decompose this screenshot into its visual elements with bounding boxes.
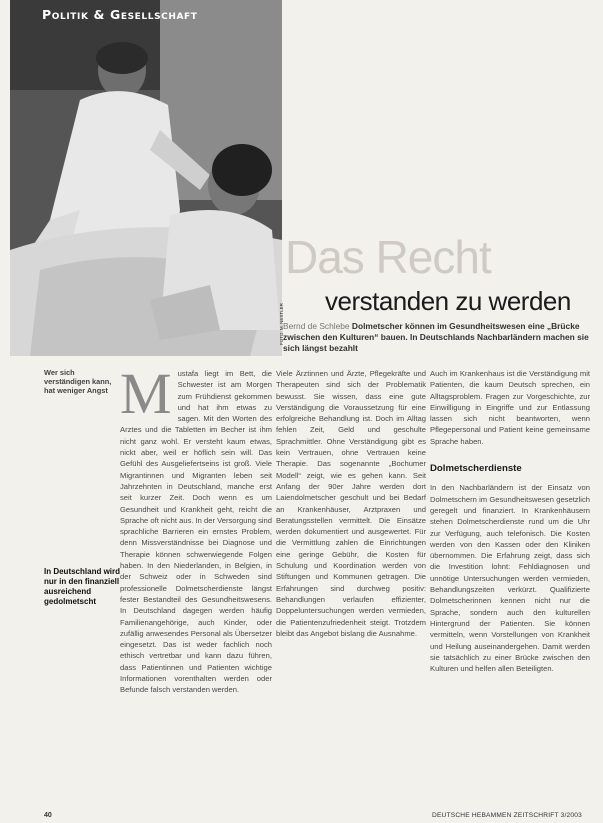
section-label: Politik & Gesellschaft	[42, 7, 198, 22]
text-column-2	[276, 368, 426, 812]
pull-quote: In Deutschland wird nur in den finanziell ausreichend gedolmetscht	[44, 567, 121, 606]
article-photo	[10, 0, 282, 356]
body-paragraph: Viele Ärztinnen und Ärzte, Pflegekräfte und Therapeuten sind sich der Problematik bewusst. Sie wissen, dass eine gute Verständigung die Voraussetzung für eine erfolgreiche Behandlung ist. Doch im Alltag fehlen Zeit, Geld und geschulte Sprachmittler. Ohne Verständigung gibt es kein Vertrauen, ohne Vertrauen keine Therapie. Das sogenannte „Bochumer Modell“ zeigt, wie es gehen kann. Seit Anfang der 90er Jahre werden dort Laiendolmetscher geschult und bei Bedarf an Krankenhäuser, Arztpraxen und Beratungsstellen vermittelt. Die Einsätze werden dokumentiert und ausgewertet. Für die Vermittlung zahlen die Einrichtungen eine geringe Gebühr, die Kosten für Schulung und Koordination werden von Stiftungen und Kommunen getragen. Die Erfahrungen sind durchweg positiv: Behandlungen verlaufen effizienter, Doppeluntersuchungen werden vermieden, die Patientenzufriedenheit steigt. Trotzdem bleibt das Angebot bislang die Ausnahme.	[276, 369, 426, 638]
journal-footer: DEUTSCHE HEBAMMEN ZEITSCHRIFT 3/2003	[432, 812, 582, 819]
article-title: Das Recht	[285, 231, 491, 283]
photo-illustration	[10, 0, 282, 356]
section-subhead: Dolmetscherdienste	[430, 463, 522, 475]
body-paragraph: Auch im Krankenhaus ist die Verständigung mit Patienten, die kaum Deutsch sprechen, ein Alltagsproblem. Fragen zur Vorgeschichte, zur Einwilligung in Eingriffe und zur Entlassung lassen sich nicht beantworten, wenn Pflegepersonal und Patient keine gemeinsame Sprache haben.	[430, 369, 590, 446]
photo-caption: Wer sich verständigen kann, hat weniger Angst	[44, 368, 112, 395]
text-column-1	[120, 361, 272, 812]
page-number: 40	[44, 812, 52, 819]
article-lead	[283, 321, 593, 353]
body-paragraph: In den Nachbarländern ist der Einsatz von Dolmetschern im Gesundheitswesen gesetzlich geregelt und finanziert. In Krankenhäusern stehen Dolmetscherdienste rund um die Uhr zur Verfügung, auch telefonisch. Die Kosten werden von den Kassen oder den Kliniken übernommen. Die Erfahrung zeigt, dass sich die Investition lohnt: Fehldiagnosen und unnötige Untersuchungen werden vermieden, Behandlungszeiten verkürzt. Qualifizierte Dolmetscherinnen kennen nicht nur die Sprache, sondern auch den kulturellen Hintergrund der Patienten. Sie können vermitteln, wenn Vorstellungen von Krankheit und Heilung auseinandergehen. Damit werden sie tatsächlich zu einer Brücke zwischen den Kulturen und helfen allen Beteiligten.	[430, 483, 590, 674]
byline: Bernd de Schlebe	[283, 321, 350, 331]
lead-text: Dolmetscher können im Gesundheitswesen eine „Brücke zwischen den Kulturen“ bauen. In Deutschlands Nachbarländern machen sie sich längst bezahlt	[283, 321, 589, 353]
body-paragraph: ustafa liegt im Bett, die Schwester ist am Morgen zum Frühdienst gekommen und hat ihm etwas zu sagen. Mit den Worten des Arztes und die Tabletten im Becher ist ihm nicht ganz wohl. Er versteht kaum etwas, nickt aber, weil er höflich sein will. Das Gefühl des Ausgeliefertseins ist groß. Viele Migrantinnen und Migranten leben seit Jahrzehnten in Deutschland, manche erst seit kurzer Zeit. Doch wenn es um Gesundheit und Krankheit geht, reicht die Sprache oft nicht aus. In der Versorgung sind sprachliche Barrieren ein ernstes Problem, denn Missverständnisse bei Diagnose und Therapie können schwerwiegende Folgen haben. In den Niederlanden, in Belgien, in der Schweiz oder in Schweden sind professionelle Dolmetscherdienste längst fester Bestandteil des Gesundheitswesens. In Deutschland dagegen werden häufig Familienangehörige, auch Kinder, oder zufällig anwesendes Personal als Übersetzer eingesetzt. Das ist weder fachlich noch ethisch vertretbar und kann dazu führen, dass Patientinnen und Patienten wichtige Informationen vorenthalten werden oder Befunde falsch verstanden werden.	[120, 369, 272, 695]
text-column-3	[430, 368, 590, 812]
article-subtitle: verstanden zu werden	[325, 286, 571, 316]
drop-cap: M	[120, 361, 172, 426]
photo-credit: FOTO: M. NESTLER	[279, 303, 284, 345]
